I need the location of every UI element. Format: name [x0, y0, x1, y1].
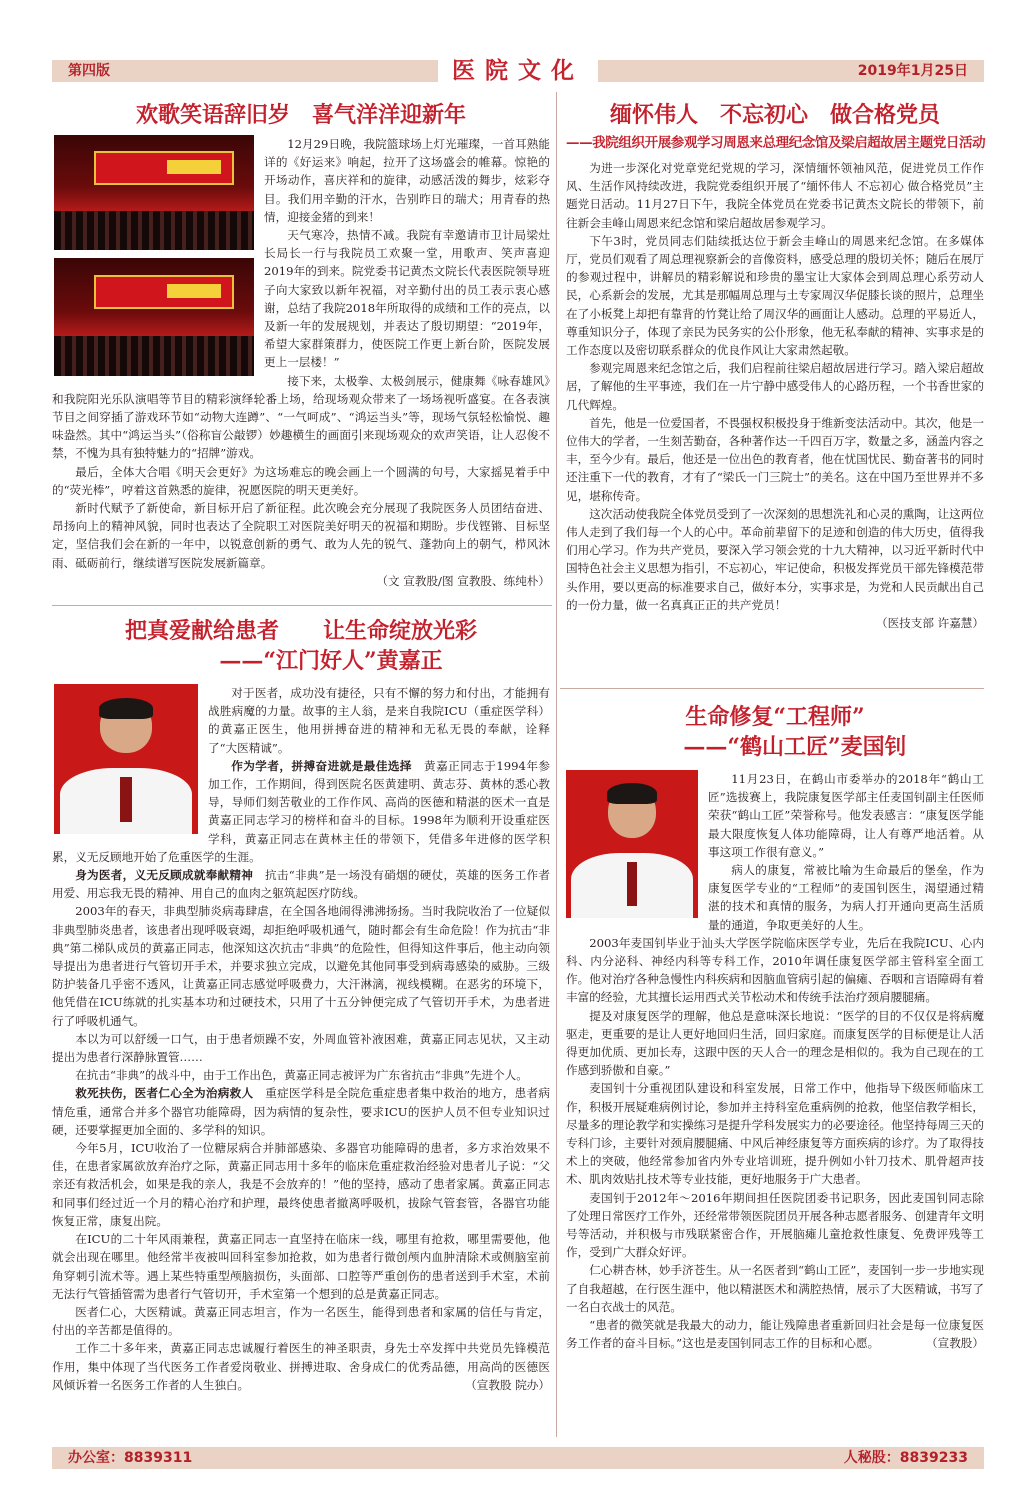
- paragraph: 提及对康复医学的理解，他总是意味深长地说：“医学的目的不仅仅是将病魔驱走，更重要的是让人更好地回归生活，回归家庭。而康复医学的目标便是让人活得更加优质、更加长寿，这跟中医的天人合一的理念是相似的。我为自己现在的工作感到骄傲和自豪。”: [566, 1008, 984, 1078]
- paragraph: 为进一步深化对党章党纪党规的学习，深情缅怀领袖风范，促进党员工作作风、生活作风持续改进，我院党委组织开展了“缅怀伟人 不忘初心 做合格党员”主题党日活动。11月27日下午，我院全体党员在党委书记黄杰文院长的带领下，前往新会圭峰山周恩来纪念馆和梁启超故居参观学习。: [566, 161, 984, 230]
- paragraph: 病人的康复，常被比喻为生命最后的堡垒，作为康复医学专业的“工程师”的麦国钊医生，渴望通过精湛的技术和真情的服务，为病人打开通向更高生活质量的通道，争取更美好的人生。: [708, 863, 984, 932]
- article-title: 欢歌笑语辞旧岁 喜气洋洋迎新年: [135, 102, 466, 128]
- paragraph: 作为学者，拼搏奋进就是最佳选择 黄嘉正同志于1994年参加工作，工作期间，得到医院名医黄建明、黄志芬、黄林的悉心教导，导师们刻苦敬业的工作作风、高尚的医德和精湛的医术一直是黄嘉正同志学习的榜样和奋斗的目标。1998年为顺利开设重症医学科，黄嘉正同志在黄林主任的带领下，凭借多年进修的医学积累，义无反顾地开始了危重医学的生涯。: [52, 758, 550, 864]
- footer-band: [52, 1447, 984, 1469]
- byline: （宣教股）: [926, 1336, 984, 1351]
- article-party-day: [566, 98, 984, 631]
- byline: （医技支部 许嘉慧）: [875, 616, 984, 631]
- paragraph: 在抗击“非典”的战斗中，由于工作出色，黄嘉正同志被评为广东省抗击“非典”先进个人。: [75, 1068, 528, 1083]
- paragraph: 救死扶伤，医者仁心全为治病救人 重症医学科是全院危重症患者集中救治的地方，患者病情危重，通常合并多个器官功能障碍，因为病情的复杂性，要求ICU的医护人员不但专业知识过硬，还要掌握更加全面的、多学科的知识。: [52, 1086, 550, 1137]
- divider-right: [560, 688, 984, 689]
- paragraph: 首先，他是一位爱国者，不畏强权积极投身于维新变法活动中。其次，他是一位伟大的学者，一生刻苦勤奋，各种著作达一千四百万字，数量之多，涵盖内容之丰，至今少有。最后，他还是一位出色的教育者，他在忧国忧民、勤奋著书的同时还注重下一代的教育，才有了“梁氏一门三院士”的美名。这在中国乃至世界并不多见，堪称传奇。: [566, 415, 984, 503]
- paragraph: 对于医者，成功没有捷径，只有不懈的努力和付出，才能拥有战胜病魔的力量。故事的主人翁，是来自我院ICU（重症医学科）的黄嘉正医生，他用拼搏奋进的精神和无私无畏的奉献，诠释了“大医精诚”。: [208, 686, 550, 755]
- photo-column: [54, 135, 254, 376]
- gala-group-photo: [54, 258, 254, 376]
- paragraph: 接下来，太极拳、太极剑展示，健康舞《咏春雄风》和我院阳光乐队演唱等节目的精彩演绎轮番上场，给现场观众带来了一场场视听盛宴。在各表演节目之间穿插了游戏环节如“动物大连蹲”、“一气呵成”、“鸿运当头”等，现场气氛轻松愉悦、趣味盎然。其中“鸿运当头”（俗称盲公敲锣）妙趣横生的画面引来现场观众的欢声笑语，让人忍俊不禁，不愧为具有独特魅力的“招牌”游戏。: [52, 373, 550, 461]
- paragraph: 2003年麦国钊毕业于汕头大学医学院临床医学专业，先后在我院ICU、心内科、内分泌科、神经内科等专科工作，2010年调任康复医学部主管科室全面工作。他对治疗各种急慢性内科疾病和因脑血管病引起的偏瘫、吞咽和言语障碍有着丰富的经验，尤其擅长运用西式关节松动术和传统手法治疗颈肩腰腿痛。: [566, 935, 984, 1005]
- paragraph: 11月23日，在鹤山市委举办的2018年“鹤山工匠”选拔赛上，我院康复医学部主任麦国钊副主任医师荣获“鹤山工匠”荣誉称号。他发表感言：“康复医学能最大限度恢复人体功能障碍，让人有尊严地活着。从事这项工作很有意义。”: [708, 772, 984, 859]
- article-subtitle: ——我院组织开展参观学习周恩来总理纪念馆及梁启超故居主题党日活动: [566, 135, 986, 151]
- paragraph: “患者的微笑就是我最大的动力，能让残障患者重新回归社会是每一位康复医务工作者的奋斗目标。”这也是麦国钊同志工作的目标和心愿。 （宣教股）: [566, 1316, 984, 1352]
- paragraph: 新时代赋予了新使命，新目标开启了新征程。此次晚会充分展现了我院医务人员团结奋进、昂扬向上的精神风貌，同时也表达了全院职工对医院美好明天的祝福和期盼。步伐铿锵、目标坚定，坚信我们会在新的一年中，以锐意创新的勇气、敢为人先的锐气、蓬勃向上的朝气，栉风沐雨、砥砺前行，继续谱写医院发展新篇章。: [52, 501, 550, 570]
- paragraph: 参观完周恩来纪念馆之后，我们启程前往梁启超故居进行学习。踏入梁启超故居，了解他的生平事迹，我们在一片宁静中感受伟人的心路历程，一个书香世家的几代辉煌。: [566, 361, 984, 412]
- paragraph: 麦国钊于2012年～2016年期间担任医院团委书记职务，因此麦国钊同志除了处理日常医疗工作外，还经常带领医院团员开展各种志愿者服务、创建青年文明号等活动，并积极与市残联紧密合作，开展脑瘫儿童抢救性康复、免费评残等工作，受到广大群众好评。: [566, 1190, 984, 1260]
- gala-dance-photo: [54, 135, 254, 250]
- paragraph: 工作二十多年来，黄嘉正同志忠诚履行着医生的神圣职责，身先士卒发挥中共党员先锋模范作用，集中体现了当代医务工作者爱岗敬业、拼搏进取、舍身成仁的优秀品德，用高尚的医德医风倾诉着一名医务工作者的人生独白。 （宣教股 院办）: [52, 1339, 550, 1394]
- doctor-portrait-photo: [54, 684, 198, 834]
- article-huang-jiazheng: [52, 616, 550, 1394]
- masthead-title: 医院文化: [438, 55, 598, 87]
- issue-date: 2019年1月25日: [857, 63, 968, 79]
- paragraph: 今年5月，ICU收治了一位糖尿病合并肺部感染、多器官功能障碍的患者，多方求治效果不佳，在患者家属欲放弃治疗之际，黄嘉正同志用十多年的临床危重症救治经验对患者儿子说：“父亲还有救活机会，如果是我的亲人，我是不会放弃的！”他的坚持，感动了患者家属。黄嘉正同志和同事们经过近一个月的精心治疗和护理，最终使患者撤离呼吸机，拔除气管套管，各器官功能恢复正常，康复出院。: [52, 1141, 550, 1228]
- divider-left: [52, 605, 552, 606]
- paragraph: 这次活动使我院全体党员受到了一次深刻的思想洗礼和心灵的熏陶，让这两位伟人走到了我们每一个人的心中。革命前辈留下的足迹和创造的伟大历史，值得我们用心学习。作为共产党员，要深入学习领会党的十九大精神，以习近平新时代中国特色社会主义思想为指引，不忘初心，牢记使命，积极发挥党员干部先锋模范带头作用，要以更高的标准要求自己，做好本分，实事求是，为党和人民贡献出自己的一份力量，做一名真真正正的共产党员！: [566, 506, 984, 612]
- doctor-portrait-photo: [566, 770, 698, 918]
- article-subtitle: ——“鹤山工匠”麦国钊: [683, 734, 907, 760]
- article-title: 生命修复“工程师”: [685, 704, 865, 730]
- byline: （宣教股 院办）: [465, 1377, 550, 1392]
- paragraph: 仁心耕杏林，妙手济苍生。从一名医者到“鹤山工匠”，麦国钊一步一步地实现了自我超越，在行医生涯中，他以精湛医术和满腔热情，展示了大医精诚，书写了一名白衣战士的风范。: [566, 1263, 984, 1314]
- office-phone: 办公室：8839311: [68, 1450, 193, 1466]
- paragraph: 身为医者，义无反顾成就奉献精神 抗击“非典”是一场没有硝烟的硬仗，英雄的医务工作者用爱、用忘我无畏的精神、用自己的血肉之躯筑起医疗防线。: [52, 868, 550, 901]
- column-divider: [556, 92, 557, 1437]
- page-number: 第四版: [68, 63, 110, 79]
- article-title: 把真爱献给患者 让生命绽放光彩: [124, 618, 477, 644]
- paragraph: 麦国钊十分重视团队建设和科室发展，日常工作中，他指导下级医师临床工作，积极开展疑难病例讨论，参加并主持科室危重病例的抢救，他坚信教学相长，尽量多的理论教学和实操练习是提升学科发展实力的必要途径。他坚持每周三天的专科门诊，主要针对颈肩腰腿痛、中风后神经康复等方面疾病的诊疗。为了取得技术上的突破，他经常参加省内外专业培训班，提升例如小针刀技术、肌骨超声技术、肌肉效贴扎技术等专业技能，更好地服务于广大患者。: [566, 1081, 984, 1187]
- paragraph: 医者仁心，大医精诚。黄嘉正同志坦言，作为一名医生，能得到患者和家属的信任与肯定，付出的辛苦都是值得的。: [52, 1304, 550, 1338]
- paragraph: 12月29日晚，我院篮球场上灯光璀璨，一首耳熟能详的《好运来》响起，拉开了这场盛会的帷幕。惊艳的开场动作，喜庆祥和的旋律，动感活泼的舞步，炫彩夺目。我们用辛勤的汗水，告别昨日的瑞犬；用青春的热情，迎接金猪的到来！: [264, 137, 550, 224]
- byline: （文 宣教股/图 宣教股、练纯朴）: [376, 573, 550, 588]
- article-subtitle: ——“江门好人”黄嘉正: [219, 648, 443, 674]
- paragraph: 2003年的春天，非典型肺炎病毒肆虐，在全国各地闹得沸沸扬扬。当时我院收治了一位疑似非典型肺炎患者，该患者出现呼吸衰竭，却拒绝呼吸机通气，随时都会有生命危险！作为抗击“非典”第二梯队成员的黄嘉正同志，他深知这次抗击“非典”的危险性，但得知这件事后，他主动向领导提出为患者进行气管切开手术，并要求独立完成，以避免其他同事受到病毒感染的威胁。三级防护装备几乎密不透风，让黄嘉正同志感觉呼吸费力，大汗淋漓，视线模糊。在恶劣的环境下，他凭借在ICU练就的扎实基本功和过硬技术，只用了十五分钟便完成了气管切开手术，为患者进行了呼吸机通气。: [52, 904, 550, 1028]
- paragraph: 在ICU的二十年风雨兼程，黄嘉正同志一直坚持在临床一线，哪里有抢救，哪里需要他，他就会出现在哪里。他经常半夜被叫回科室参加抢救，如为患者行微创颅内血肿清除术或侧脑室前角穿刺引流术等。遇上某些特重型颅脑损伤，头面部、口腔等严重创伤的患者送到手术室，术前无法行气管插管需为患者行气管切开，手术室第一个想到的总是黄嘉正同志。: [52, 1232, 550, 1301]
- paragraph: 本以为可以舒缓一口气，由于患者烦躁不安，外周血管补液困难，黄嘉正同志见状，又主动提出为患者行深静脉置管……: [52, 1031, 550, 1065]
- article-mai-guozhao: [566, 702, 984, 1353]
- hr-phone: 人秘股：8839233: [843, 1450, 968, 1466]
- article-body: [566, 159, 984, 614]
- paragraph: 下午3时，党员同志们陆续抵达位于新会圭峰山的周恩来纪念馆。在多媒体厅，党员们观看了周总理视察新会的音像资料，感受总理的殷切关怀；随后在展厅的参观过程中，讲解员的精彩解说和珍贵的墨宝让大家体会到周总理心系劳动人民，心系新会的发展，尤其是那幅周总理与土专家周汉华促膝长谈的照片，总理坐在了小板凳上却把有靠背的竹凳让给了周汉华的画面让人感动。总理的平易近人，尊重知识分子，体现了亲民为民务实的公仆形象，他无私奉献的精神、实事求是的工作态度以及密切联系群众的优良作风让大家肃然起敬。: [566, 233, 984, 358]
- paragraph: 最后，全体大合唱《明天会更好》为这场难忘的晚会画上一个圆满的句号，大家摇晃着手中的“荧光棒”，哼着这首熟悉的旋律，祝愿医院的明天更美好。: [52, 464, 550, 497]
- article-new-year-gala: [52, 98, 550, 589]
- paragraph: 天气寒冷，热情不减。我院有幸邀请市卫计局梁灶长局长一行与我院员工欢聚一堂，用歌声、笑声喜迎2019年的到来。院党委书记黄杰文院长代表医院领导班子向大家致以新年祝福，对辛勤付出的员工表示衷心感谢，总结了我院2018年所取得的成绩和工作的亮点，以及新一年的发展规划，并表达了殷切期望：“2019年，希望大家群策群力，使医院工作更上新台阶，医院发展更上一层楼！”: [264, 228, 550, 370]
- article-title: 缅怀伟人 不忘初心 做合格党员: [609, 102, 940, 128]
